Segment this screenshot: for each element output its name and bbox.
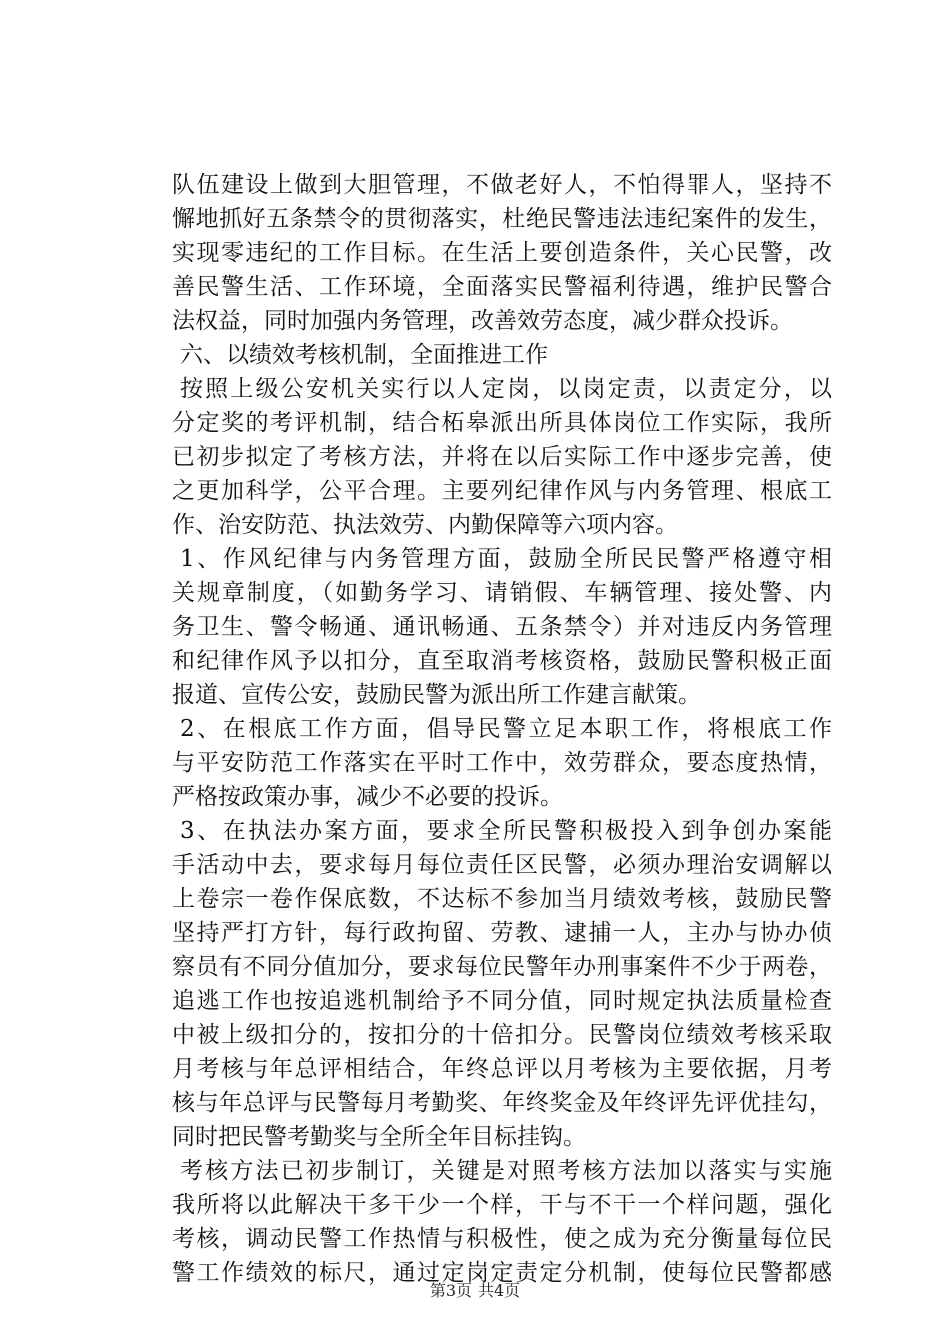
text-line: 中被上级扣分的，按扣分的十倍扣分。民警岗位绩效考核采取 [172,1022,832,1048]
text-line: 作、治安防范、执法效劳、内勤保障等六项内容。 [172,512,678,538]
text-line: 六、以绩效考核机制，全面推进工作 [180,342,548,368]
text-line: 严格按政策办事，减少不必要的投诉。 [172,784,563,810]
body-text [172,168,832,1290]
text-line: 之更加科学，公平合理。主要列纪律作风与内务管理、根底工 [172,478,832,504]
text-line: 考核，调动民警工作热情与积极性，使之成为充分衡量每位民 [172,1226,832,1252]
text-line: 和纪律作风予以扣分，直至取消考核资格，鼓励民警积极正面 [172,648,832,674]
text-line: 月考核与年总评相结合，年终总评以月考核为主要依据，月考 [172,1056,832,1082]
text-line: 懈地抓好五条禁令的贯彻落实，杜绝民警违法违纪案件的发生， [172,206,832,232]
page-footer [0,1278,950,1301]
text-line: 报道、宣传公安，鼓励民警为派出所工作建言献策。 [172,682,701,708]
text-line: 我所将以此解决干多干少一个样，干与不干一个样问题，强化 [172,1192,832,1218]
text-line: 考核方法已初步制订，关键是对照考核方法加以落实与实施 [180,1158,832,1184]
text-line: 同时把民警考勤奖与全所全年目标挂钩。 [172,1124,586,1150]
text-line: 察员有不同分值加分，要求每位民警年办刑事案件不少于两卷， [172,954,832,980]
text-line: 追逃工作也按追逃机制给予不同分值，同时规定执法质量检查 [172,988,832,1014]
text-line: 分定奖的考评机制，结合柘皋派出所具体岗位工作实际，我所 [172,410,832,436]
page-number: 第3页 [429,1281,472,1300]
text-line: 手活动中去，要求每月每位责任区民警，必须办理治安调解以 [172,852,832,878]
text-line: 已初步拟定了考核方法，并将在以后实际工作中逐步完善，使 [172,444,832,470]
page-total: 共4页 [478,1281,521,1300]
text-line: 法权益，同时加强内务管理，改善效劳态度，减少群众投诉。 [172,308,793,334]
text-line: 善民警生活、工作环境，全面落实民警福利待遇，维护民警合 [172,274,832,300]
text-line: 实现零违纪的工作目标。在生活上要创造条件，关心民警，改 [172,240,832,266]
text-line: 坚持严打方针，每行政拘留、劳教、逮捕一人，主办与协办侦 [172,920,832,946]
text-line: 上卷宗一卷作保底数，不达标不参加当月绩效考核，鼓励民警 [172,886,832,912]
text-line: 2、在根底工作方面，倡导民警立足本职工作，将根底工作 [180,716,832,742]
text-line: 按照上级公安机关实行以人定岗，以岗定责，以责定分，以 [180,376,832,402]
text-line: 1、作风纪律与内务管理方面，鼓励全所民民警严格遵守相 [180,546,832,572]
text-line: 警工作绩效的标尺，通过定岗定责定分机制，使每位民警都感 [172,1260,832,1286]
text-line: 与平安防范工作落实在平时工作中，效劳群众，要态度热情， [172,750,832,776]
text-line: 核与年总评与民警每月考勤奖、年终奖金及年终评先评优挂勾， [172,1090,832,1116]
text-line: 3、在执法办案方面，要求全所民警积极投入到争创办案能 [180,818,832,844]
text-line: 关规章制度，（如勤务学习、请销假、车辆管理、接处警、内 [172,580,832,606]
text-line: 务卫生、警令畅通、通讯畅通、五条禁令）并对违反内务管理 [172,614,832,640]
text-line: 队伍建设上做到大胆管理，不做老好人，不怕得罪人，坚持不 [172,172,832,198]
